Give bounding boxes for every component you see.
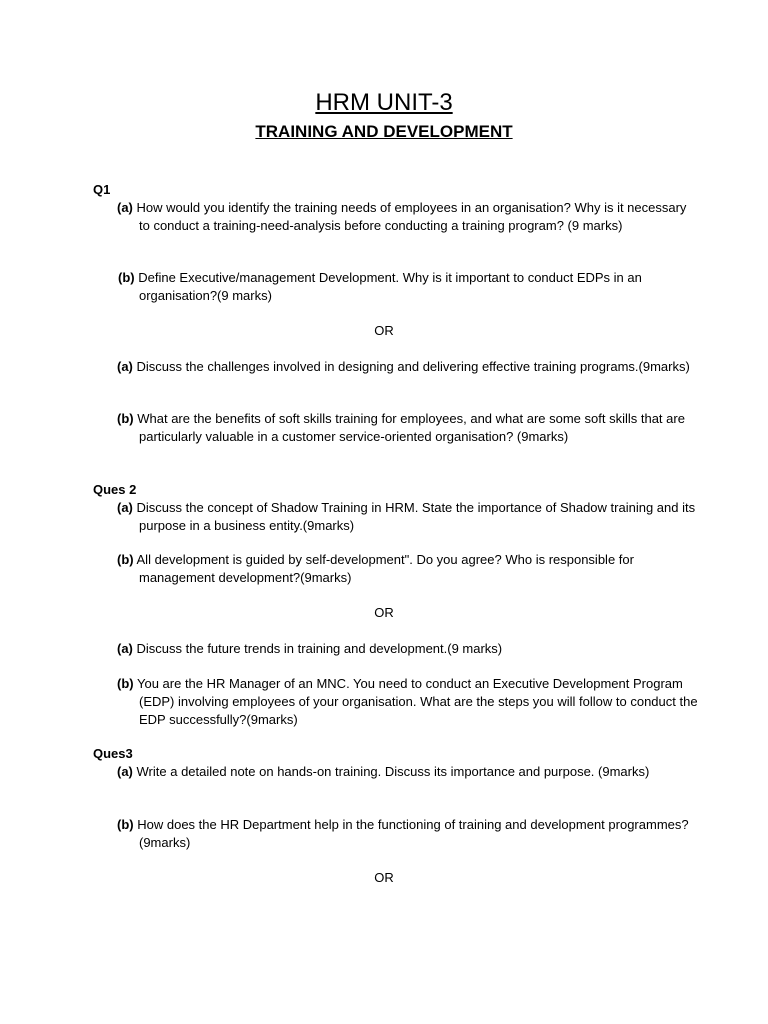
or-separator: OR <box>374 870 394 885</box>
part-text: Discuss the challenges involved in designing and delivering effective training programs.(9marks) <box>136 359 690 374</box>
question-part <box>118 269 699 305</box>
document-title: HRM UNIT-3 <box>315 89 453 116</box>
question-label: Ques 2 <box>93 482 137 497</box>
question-label: Ques3 <box>93 746 133 761</box>
part-text: What are the benefits of soft skills training for employees, and what are some soft skills that are particularly valuable in a customer service-oriented organisation? (9marks) <box>137 411 685 444</box>
question-part <box>117 640 699 658</box>
question-part <box>117 358 699 376</box>
part-text: How would you identify the training needs of employees in an organisation? Why is it necessary to conduct a training-need-analysis before conducting a training program? (9 marks) <box>136 200 687 233</box>
part-marker: (a) <box>117 359 133 374</box>
question-part <box>117 410 699 446</box>
or-separator: OR <box>374 605 394 620</box>
part-marker: (b) <box>117 552 134 567</box>
part-marker: (b) <box>117 676 134 691</box>
part-marker: (b) <box>117 411 134 426</box>
question-part <box>117 499 699 535</box>
question-part <box>117 675 699 729</box>
part-marker: (b) <box>117 817 134 832</box>
or-separator: OR <box>374 323 394 338</box>
part-marker: (a) <box>117 641 133 656</box>
part-marker: (a) <box>117 200 133 215</box>
part-text: You are the HR Manager of an MNC. You need to conduct an Executive Development Program (EDP) involving employees of your organisation. What are the steps you will follow to conduct the EDP successfully?(9marks) <box>137 676 698 727</box>
part-text: How does the HR Department help in the functioning of training and development programmes?(9marks) <box>137 817 689 850</box>
question-label: Q1 <box>93 182 111 197</box>
part-text: Define Executive/management Development. Why is it important to conduct EDPs in an organisation?(9 marks) <box>138 270 642 303</box>
question-part <box>117 551 699 587</box>
part-marker: (a) <box>117 500 133 515</box>
part-text: Discuss the future trends in training and development.(9 marks) <box>136 641 503 656</box>
question-part <box>117 816 699 852</box>
document-subtitle: TRAINING AND DEVELOPMENT <box>255 122 513 141</box>
question-part <box>117 199 699 235</box>
part-marker: (b) <box>118 270 135 285</box>
part-text: Discuss the concept of Shadow Training in HRM. State the importance of Shadow training and its purpose in a business entity.(9marks) <box>136 500 696 533</box>
part-text: Write a detailed note on hands-on training. Discuss its importance and purpose. (9marks) <box>136 764 650 779</box>
part-marker: (a) <box>117 764 133 779</box>
part-text: All development is guided by self-development". Do you agree? Who is responsible for management development?(9marks) <box>136 552 634 585</box>
question-part <box>117 763 699 781</box>
